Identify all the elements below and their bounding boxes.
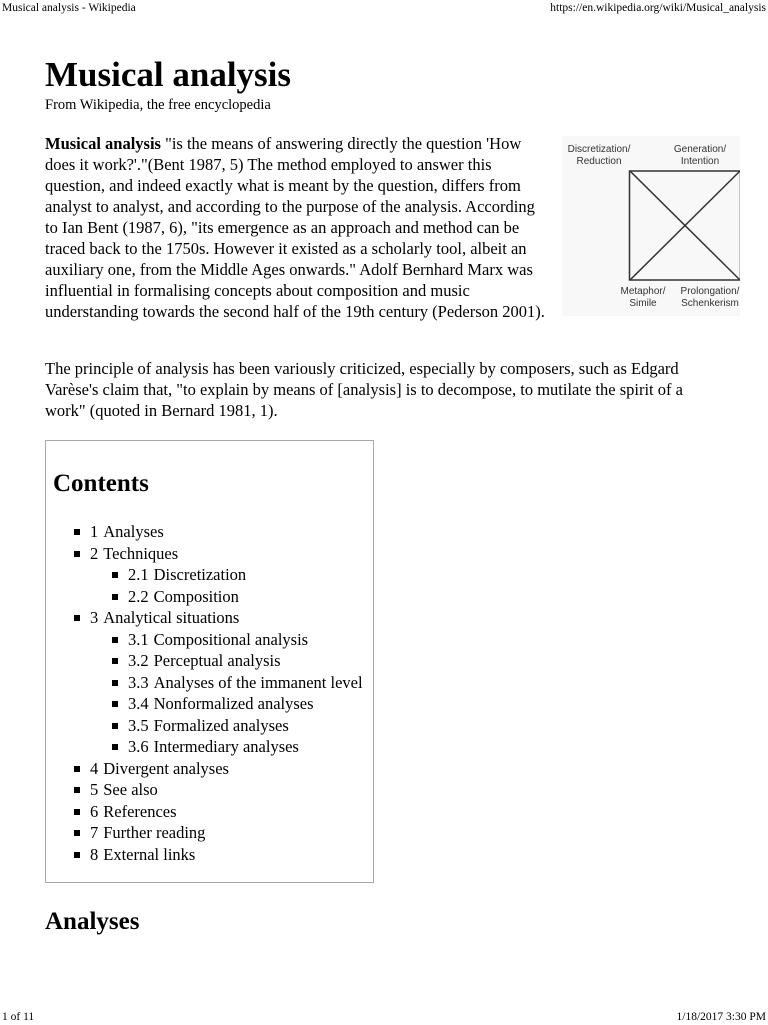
toc-number: 3.2 xyxy=(128,651,149,670)
page-count: 1 of 11 xyxy=(2,1011,35,1023)
toc-label: Divergent analyses xyxy=(103,758,229,778)
toc-item-3-5[interactable] xyxy=(112,715,374,737)
print-footer xyxy=(0,1009,768,1025)
label-bottom-left-2: Simile xyxy=(629,298,657,309)
toc-label: Formalized analyses xyxy=(153,715,289,735)
label-top-left-1: Discretization/ xyxy=(567,144,631,155)
toc-item-8[interactable] xyxy=(74,844,374,866)
toc-label: Further reading xyxy=(103,823,206,842)
toc-number: 3.5 xyxy=(128,715,149,735)
toc-label: External links xyxy=(103,844,196,864)
toc-item-3-3[interactable] xyxy=(112,672,374,694)
toc-label: Discretization xyxy=(153,565,247,584)
toc-number: 2 xyxy=(90,543,99,563)
toc-sublist xyxy=(112,564,374,607)
toc-title: Contents xyxy=(53,470,149,497)
toc-label: Composition xyxy=(153,586,239,606)
toc-number: 7 xyxy=(90,823,99,842)
toc-number: 8 xyxy=(90,844,99,864)
toc-item-2[interactable] xyxy=(74,543,374,608)
toc-number: 3 xyxy=(90,608,99,627)
toc-item-1[interactable] xyxy=(74,521,374,543)
toc-item-7[interactable] xyxy=(74,822,374,844)
toc-label: References xyxy=(103,801,177,821)
site-tagline: From Wikipedia, the free encyclopedia xyxy=(45,97,271,113)
toc-number: 1 xyxy=(90,522,99,541)
label-bottom-left-1: Metaphor/ xyxy=(620,286,666,297)
criticism-paragraph: The principle of analysis has been variously criticized, especially by composers, such as Edgard Varèse's claim that, "to explain by means of [analysis] is to decompose, to mutilate the spirit of a work" (quoted in Bernard 1981, 1). xyxy=(45,359,683,420)
print-timestamp: 1/18/2017 3:30 PM xyxy=(676,1011,766,1023)
intro-bold-term: Musical analysis xyxy=(45,134,161,153)
label-bottom-right-1: Prolongation/ xyxy=(680,286,740,297)
toc-number: 4 xyxy=(90,758,99,778)
toc-item-6[interactable] xyxy=(74,801,374,823)
label-top-right-1: Generation/ xyxy=(673,144,727,155)
toc-label: Compositional analysis xyxy=(153,629,309,649)
toc-list xyxy=(74,521,374,865)
page-title: Musical analysis xyxy=(45,55,292,94)
toc-label: See also xyxy=(103,780,158,799)
print-header xyxy=(0,0,768,16)
toc-item-2-1[interactable] xyxy=(112,564,374,586)
toc-number: 3.6 xyxy=(128,737,149,756)
toc-item-4[interactable] xyxy=(74,758,374,780)
toc-item-3[interactable] xyxy=(74,607,374,758)
toc-label: Intermediary analyses xyxy=(153,737,299,756)
page-url-header: https://en.wikipedia.org/wiki/Musical_analysis xyxy=(550,2,766,14)
toc-label: Techniques xyxy=(103,543,179,563)
toc-item-3-1[interactable] xyxy=(112,629,374,651)
toc-label: Nonformalized analyses xyxy=(153,694,314,713)
analysis-diagram[interactable] xyxy=(562,136,740,316)
toc-label: Analyses xyxy=(103,522,164,541)
toc-item-5[interactable] xyxy=(74,779,374,801)
toc-number: 3.4 xyxy=(128,694,149,713)
toc-item-3-4[interactable] xyxy=(112,693,374,715)
table-of-contents xyxy=(45,440,374,883)
analysis-diagram-svg xyxy=(562,136,740,316)
page-title-header: Musical analysis - Wikipedia xyxy=(2,2,136,14)
toc-number: 2.1 xyxy=(128,565,149,584)
toc-number: 3.3 xyxy=(128,672,149,692)
toc-label: Perceptual analysis xyxy=(153,651,281,670)
toc-item-2-2[interactable] xyxy=(112,586,374,608)
label-bottom-right-2: Schenkerism xyxy=(681,298,739,309)
intro-text: "is the means of answering directly the question 'How does it work?'."(Bent 1987, 5) The method employed to answer this question, and indeed exactly what is meant by the question, differs from analyst to analyst, and according to the purpose of the analysis. According to Ian Bent (1987, 6), "its emergence as an approach and method can be traced back to the 1750s. However it existed as a scholarly tool, albeit an auxiliary one, from the Middle Ages onwards." Adolf Bernhard Marx was influential in formalising concepts about composition and music understanding towards the second half of the 19th century (Pederson 2001). xyxy=(45,134,545,321)
intro-paragraph xyxy=(45,133,545,322)
toc-number: 5 xyxy=(90,780,99,799)
toc-number: 2.2 xyxy=(128,586,149,606)
label-top-right-2: Intention xyxy=(680,156,720,167)
toc-number: 3.1 xyxy=(128,629,149,649)
label-top-left-2: Reduction xyxy=(576,156,622,167)
toc-label: Analyses of the immanent level xyxy=(153,672,363,692)
toc-number: 6 xyxy=(90,801,99,821)
toc-sublist xyxy=(112,629,374,758)
toc-item-3-2[interactable] xyxy=(112,650,374,672)
toc-label: Analytical situations xyxy=(103,608,240,627)
section-heading-analyses: Analyses xyxy=(45,908,140,935)
toc-item-3-6[interactable] xyxy=(112,736,374,758)
